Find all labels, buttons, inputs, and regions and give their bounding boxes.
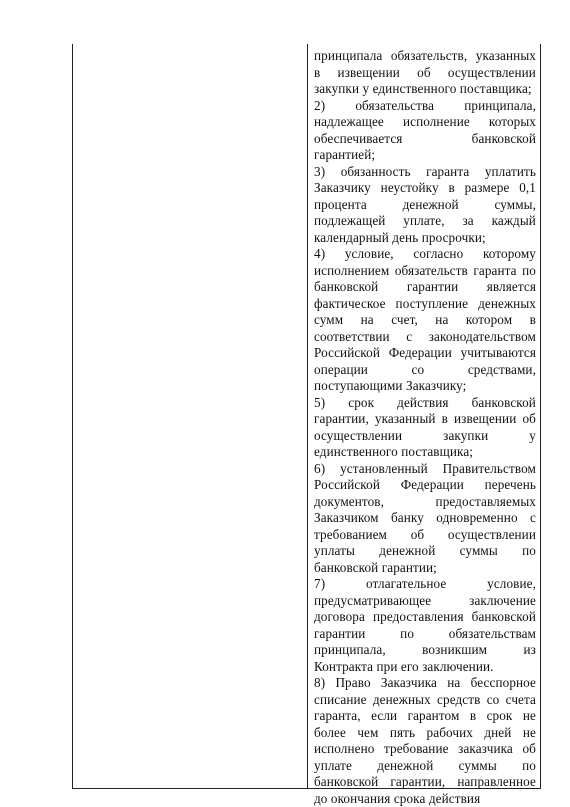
clause-line: более чем пять рабочих дней не: [314, 724, 536, 740]
clause-line: календарный день просрочки;: [314, 229, 486, 245]
clause-line: 3) обязанность гаранта уплатить: [314, 163, 536, 179]
clause-line: Контракта при его заключении.: [314, 658, 494, 674]
clause-line: 2) обязательства принципала,: [314, 97, 536, 113]
clause-line: гарантией;: [314, 147, 376, 162]
clause-line: соответствии с законодательством: [314, 328, 536, 344]
clause-line: Заказчику неустойку в размере 0,1: [314, 180, 536, 195]
clause-line: списание денежных средств со счета: [314, 691, 536, 707]
clause-line: единственного поставщика;: [314, 444, 474, 459]
clause-line: Российской Федерации перечень: [314, 477, 536, 492]
clause-line: 8) Право Заказчика на бесспорное: [314, 675, 536, 690]
clause-line: 5) срок действия банковской: [314, 394, 536, 410]
clause-line: банковской гарантии является: [314, 279, 536, 294]
clause-line: 4) условие, согласно которому: [314, 246, 536, 261]
clause-line: надлежащее исполнение которых: [314, 114, 536, 129]
clause-line: предусматривающее заключение: [314, 592, 536, 608]
clause-paragraph: [314, 246, 536, 395]
table-left-cell: [73, 44, 307, 788]
clause-line: принципала обязательств, указанных: [314, 48, 536, 63]
clause-line: банковской гарантии;: [314, 559, 437, 575]
clause-line: до окончания срока действия: [314, 790, 481, 806]
clause-line: фактическое поступление денежных: [314, 295, 536, 311]
clause-paragraph: [314, 395, 536, 461]
clause-line: 7) отлагательное условие,: [314, 576, 536, 591]
clause-line: гарантии, указанный в извещении об: [314, 411, 536, 426]
clause-line: 6) установленный Правительством: [314, 460, 536, 476]
clause-line: Заказчиком банку одновременно с: [314, 510, 536, 525]
clause-line: осуществлении закупки у: [314, 427, 536, 443]
clause-line: подлежащей уплате, за каждый: [314, 213, 536, 228]
clause-line: исполнено требование заказчика об: [314, 741, 536, 756]
clause-line: договора предоставления банковской: [314, 609, 536, 624]
clause-line: принципала, возникшим из: [314, 642, 536, 657]
clause-line: документов, предоставляемых: [314, 493, 536, 509]
clause-line: гарантии по обязательствам: [314, 625, 536, 641]
clause-line: обеспечивается банковской: [314, 130, 536, 146]
clause-line: банковской гарантии, направленное: [314, 774, 536, 789]
guarantee-clauses: [314, 48, 536, 807]
document-table: [72, 44, 541, 806]
clause-line: требованием об осуществлении: [314, 526, 536, 542]
clause-line: исполнением обязательств гаранта по: [314, 262, 536, 278]
clause-paragraph: [314, 675, 536, 807]
clause-line: уплаты денежной суммы по: [314, 543, 536, 558]
clause-line: в извещении об осуществлении: [314, 64, 536, 80]
clause-paragraph: [314, 164, 536, 247]
clause-line: операции со средствами,: [314, 361, 536, 377]
clause-paragraph: [314, 576, 536, 675]
clause-line: гаранта, если гарантом в срок не: [314, 708, 536, 723]
clause-paragraph: [314, 461, 536, 577]
clause-line: закупки у единственного поставщика;: [314, 81, 532, 96]
clause-line: процента денежной суммы,: [314, 196, 536, 212]
clause-paragraph: [314, 98, 536, 164]
clause-line: Российской Федерации учитываются: [314, 345, 536, 360]
clause-line: поступающими Заказчику;: [314, 378, 467, 393]
clause-line: уплате денежной суммы по: [314, 757, 536, 773]
table-right-cell: [308, 44, 540, 806]
clause-line: сумм на счет, на котором в: [314, 312, 536, 327]
clause-paragraph: [314, 48, 536, 98]
